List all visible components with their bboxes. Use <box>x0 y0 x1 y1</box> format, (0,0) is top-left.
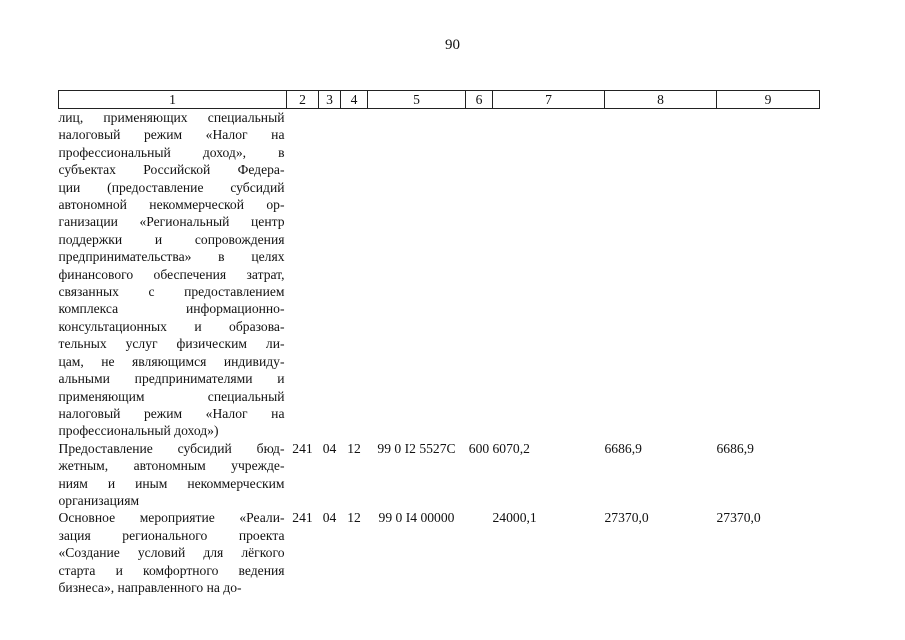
table-row <box>59 109 820 440</box>
amount-col9-cell: 27370,0 <box>716 510 761 526</box>
row-name-line: альными предпринимателями и <box>58 371 285 387</box>
column-header: 6 <box>466 91 493 109</box>
expense-type-cell <box>466 109 493 440</box>
section-code-cell: 04 <box>322 440 337 456</box>
amount-col7-cell: 6070,2 <box>492 440 530 456</box>
row-name-line: лиц, применяющих специальный <box>58 110 285 125</box>
row-name-line: налоговый режим «Налог на <box>58 127 285 143</box>
row-name-line: тельных услуг физическим ли- <box>58 336 285 352</box>
row-name-cell <box>59 109 287 440</box>
row-name-line: налоговый режим «Налог на <box>58 405 285 421</box>
amount-col8-cell: 6686,9 <box>604 440 642 456</box>
row-name-line: субъектах Российской Федера- <box>58 162 285 178</box>
subsection-code-cell: 12 <box>347 440 361 456</box>
row-name-line: консультационных и образова- <box>58 318 285 334</box>
column-header: 7 <box>493 91 605 109</box>
column-header: 5 <box>368 91 466 109</box>
row-name-line: поддержки и сопровождения <box>58 231 285 247</box>
column-header: 8 <box>605 91 717 109</box>
row-name-line: бизнеса», направленного на до- <box>58 579 242 595</box>
page-number: 90 <box>445 37 460 53</box>
row-name-line: Основное мероприятие «Реали- <box>58 510 285 526</box>
row-name-line: «Создание условий для лёгкого <box>58 545 285 561</box>
row-name-line: применяющим специальный <box>58 388 285 404</box>
amount-col9-cell <box>717 109 820 440</box>
amount-col9-cell: 6686,9 <box>716 440 754 456</box>
column-header: 1 <box>59 91 287 109</box>
amount-col7-cell <box>493 109 605 440</box>
admin-code-cell: 241 <box>292 510 313 526</box>
row-name-line: предпринимательства» в целях <box>58 249 285 265</box>
expense-type-cell <box>466 509 493 596</box>
table-body <box>59 109 820 597</box>
target-article-cell: 99 0 I2 5527C <box>377 440 456 456</box>
column-header: 4 <box>341 91 368 109</box>
row-name-line: профессиональный доход», в <box>58 144 285 160</box>
row-name-line: связанных с предоставлением <box>58 284 285 300</box>
row-name-line: Предоставление субсидий бюд- <box>58 440 285 456</box>
row-name-line: старта и комфортного ведения <box>58 562 285 578</box>
row-name-line: цам, не являющимся индивиду- <box>58 353 285 369</box>
column-header: 3 <box>319 91 341 109</box>
row-name-cell <box>59 509 287 596</box>
amount-col8-cell <box>605 109 717 440</box>
row-name-line: организациям <box>58 492 140 508</box>
amount-col8-cell: 27370,0 <box>604 510 649 526</box>
column-header: 9 <box>717 91 820 109</box>
amount-col7-cell: 24000,1 <box>492 510 537 526</box>
admin-code-cell <box>287 109 319 440</box>
row-name-line: зация регионального проекта <box>58 527 285 543</box>
row-name-line: финансового обеспечения затрат, <box>58 266 285 282</box>
row-name-line: ниям и иным некоммерческим <box>58 475 285 491</box>
table-row <box>59 440 820 510</box>
row-name-line: ганизации «Региональный центр <box>58 214 285 230</box>
expense-type-cell: 600 <box>468 440 490 456</box>
subsection-code-cell <box>341 109 368 440</box>
section-code-cell: 04 <box>322 510 337 526</box>
row-name-line: профессиональный доход») <box>58 423 219 439</box>
subsection-code-cell: 12 <box>347 510 361 526</box>
table-header-row <box>59 91 820 109</box>
row-name-line: жетным, автономным учрежде- <box>58 458 285 474</box>
target-article-cell <box>368 109 466 440</box>
target-article-cell: 99 0 I4 00000 <box>378 510 455 526</box>
table-row <box>59 509 820 596</box>
row-name-line: автономной некоммерческой ор- <box>58 197 285 213</box>
column-header: 2 <box>287 91 319 109</box>
row-name-line: комплекса информационно- <box>58 301 285 317</box>
budget-table <box>58 90 820 596</box>
row-name-cell <box>59 440 287 510</box>
section-code-cell <box>319 109 341 440</box>
row-name-line: ции (предоставление субсидий <box>58 179 285 195</box>
admin-code-cell: 241 <box>292 440 313 456</box>
